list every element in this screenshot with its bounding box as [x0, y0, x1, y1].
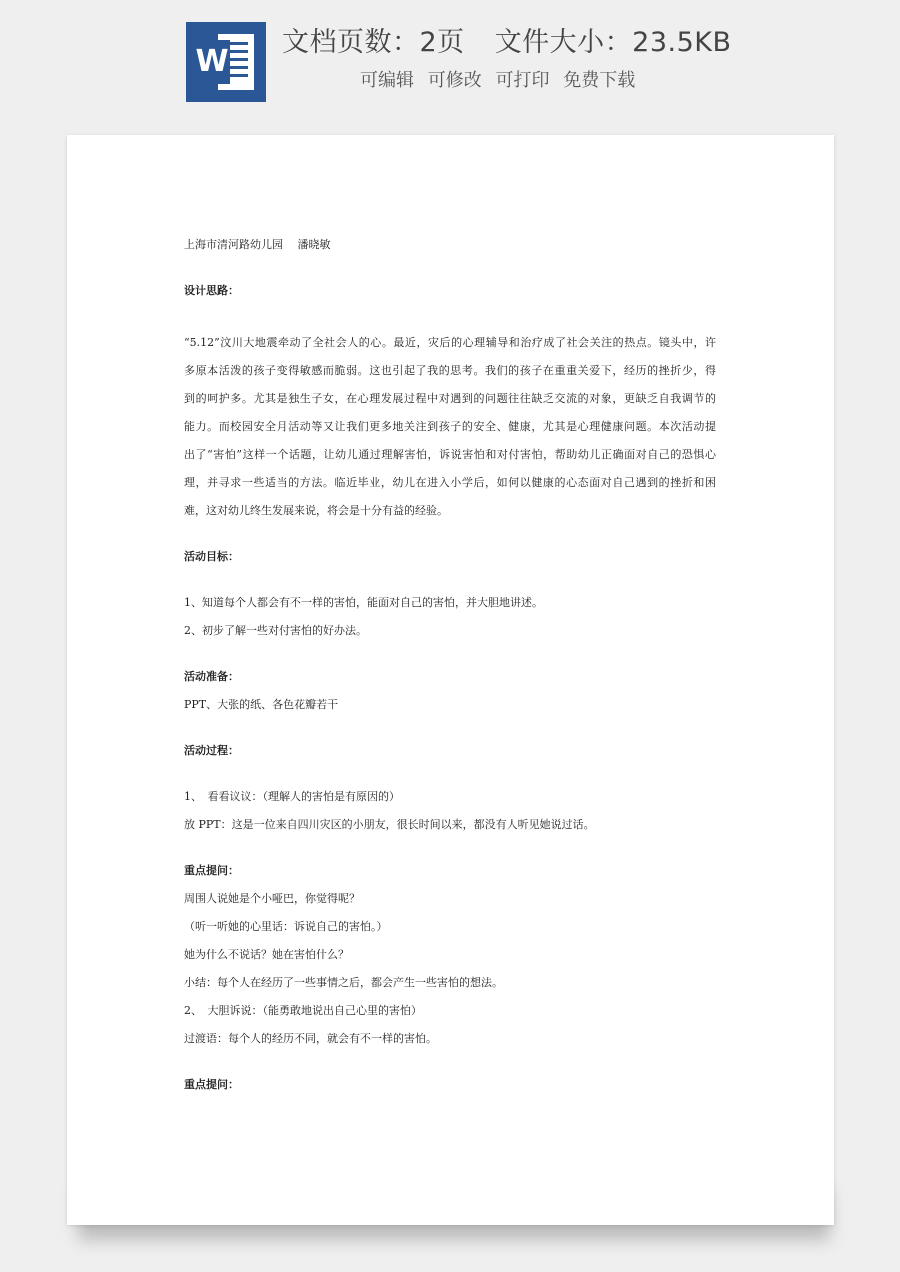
- key-line: 小结：每个人在经历了一些事情之后，都会产生一些害怕的想法。: [184, 976, 503, 989]
- design-line: 到的呵护多。尤其是独生子女，在心理发展过程中对遇到的问题往往缺乏交流的对象，更缺乏自我调节的: [184, 392, 716, 405]
- download-banner: [0, 0, 900, 125]
- process-step-1-detail: 放 PPT：这是一位来自四川灾区的小朋友，很长时间以来，都没有人听见她说过话。: [184, 818, 595, 831]
- process-step-1: 1、 看看议议：（理解人的害怕是有原因的）: [184, 790, 400, 803]
- word-document-icon: [186, 22, 266, 102]
- feature-editable: 可编辑: [360, 70, 414, 91]
- feature-list: [360, 66, 643, 92]
- document-page: [67, 135, 834, 1225]
- file-size: 文件大小：23.5KB: [494, 27, 732, 58]
- key-line: 2、 大胆诉说：（能勇敢地说出自己心里的害怕）: [184, 1004, 422, 1017]
- design-line: 出了“害怕”这样一个话题，让幼儿通过理解害怕，诉说害怕和对付害怕，帮助幼儿正确面对自己的恐惧心: [184, 448, 716, 461]
- design-line: 难，这对幼儿终生发展来说，将会是十分有益的经验。: [184, 504, 448, 517]
- design-line: 理，并寻求一些适当的方法。临近毕业，幼儿在进入小学后，如何以健康的心态面对自己遇到的挫折和困: [184, 476, 716, 489]
- key-line: 她为什么不说话？她在害怕什么？: [184, 948, 349, 961]
- feature-free-download: 免费下载: [563, 70, 636, 91]
- author-line: 上海市清河路幼儿园 潘晓敏: [184, 238, 331, 251]
- key-question-heading-2: 重点提问：: [184, 1078, 239, 1091]
- page-count: 文档页数：2页: [282, 27, 465, 58]
- key-line: （听一听她的心里话：诉说自己的害怕。）: [184, 920, 388, 933]
- design-paragraph: [184, 329, 716, 525]
- document-body: [184, 231, 716, 1099]
- word-letter: W: [194, 40, 230, 84]
- key-line: 过渡语：每个人的经历不同，就会有不一样的害怕。: [184, 1032, 437, 1045]
- design-heading: 设计思路：: [184, 284, 239, 297]
- design-line: “5.12”汶川大地震牵动了全社会人的心。最近，灾后的心理辅导和治疗成了社会关注的热点。镜头中，许: [184, 336, 716, 349]
- process-heading: 活动过程：: [184, 744, 239, 757]
- design-line: 多原本活泼的孩子变得敏感而脆弱。这也引起了我的思考。我们的孩子在重重关爱下，经历的挫折少，得: [184, 364, 716, 377]
- goal-item: 2、初步了解一些对付害怕的好办法。: [184, 624, 367, 637]
- file-info-title: [282, 20, 732, 59]
- feature-modifiable: 可修改: [427, 70, 482, 91]
- prep-heading: 活动准备：: [184, 670, 239, 683]
- key-line: 周围人说她是个小哑巴，你觉得呢？: [184, 892, 360, 905]
- design-line: 能力。而校园安全月活动等又让我们更多地关注到孩子的安全、健康，尤其是心理健康问题。本次活动提: [184, 420, 716, 433]
- goals-heading: 活动目标：: [184, 550, 239, 563]
- key-question-heading: 重点提问：: [184, 864, 239, 877]
- goal-item: 1、知道每个人都会有不一样的害怕，能面对自己的害怕，并大胆地讲述。: [184, 596, 543, 609]
- prep-text: PPT、大张的纸、各色花瓣若干: [184, 698, 339, 711]
- feature-printable: 可打印: [495, 70, 550, 91]
